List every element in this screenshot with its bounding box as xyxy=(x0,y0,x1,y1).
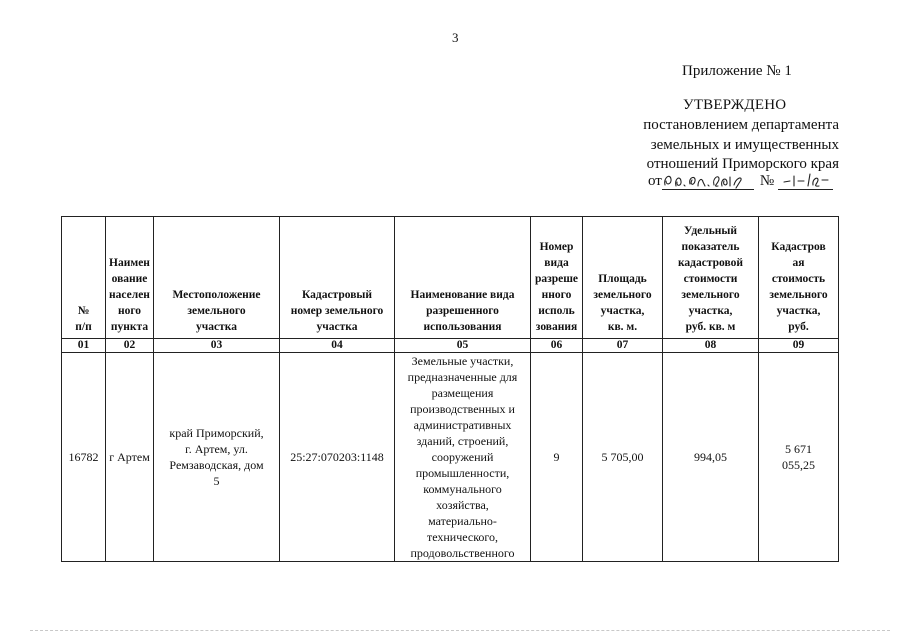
approval-line: земельных и имущественных xyxy=(650,137,839,153)
handwritten-date-field xyxy=(662,172,754,190)
handwritten-date-signature xyxy=(662,170,754,190)
row-settlement: г Артем xyxy=(106,353,154,562)
header-cadastral-value: Кадастров ая стоимость земельного участка, руб. xyxy=(759,217,839,339)
row-cadastral-value: 5 671 055,25 xyxy=(759,353,839,562)
date-number-line xyxy=(648,172,833,190)
handwritten-number-field xyxy=(778,172,833,190)
cadastral-value-table xyxy=(61,216,839,562)
column-code: 01 xyxy=(62,339,106,353)
row-cadastral-number: 25:27:070203:1148 xyxy=(280,353,395,562)
header-number: № п/п xyxy=(62,217,106,339)
row-number: 16782 xyxy=(62,353,106,562)
column-code-row xyxy=(62,339,839,353)
page-number: 3 xyxy=(452,30,459,45)
column-code: 09 xyxy=(759,339,839,353)
scan-artifact-strip xyxy=(30,630,890,633)
row-use-type: Земельные участки, предназначенные для размещения производственных и административных зданий, строений, сооружений промышленности, коммунального хозяйства, материально- технического, продовольственного xyxy=(395,353,531,562)
row-area: 5 705,00 xyxy=(583,353,663,562)
header-use-code: Номер вида разреше нного исполь зования xyxy=(531,217,583,339)
column-code: 04 xyxy=(280,339,395,353)
row-unit-value: 994,05 xyxy=(663,353,759,562)
header-area: Площадь земельного участка, кв. м. xyxy=(583,217,663,339)
approval-line: постановлением департамента xyxy=(643,117,839,133)
table-row xyxy=(62,353,839,562)
table-header-row xyxy=(62,217,839,339)
header-unit-value: Удельный показатель кадастровой стоимости земельного участка, руб. кв. м xyxy=(663,217,759,339)
header-settlement: Наимен ование населен ного пункта xyxy=(106,217,154,339)
column-code: 03 xyxy=(154,339,280,353)
column-code: 05 xyxy=(395,339,531,353)
handwritten-number-signature xyxy=(778,170,833,190)
number-sign: № xyxy=(759,173,775,189)
header-location: Местоположение земельного участка xyxy=(154,217,280,339)
row-use-code: 9 xyxy=(531,353,583,562)
row-location: край Приморский, г. Артем, ул. Ремзаводская, дом 5 xyxy=(154,353,280,562)
approval-line: отношений Приморского края xyxy=(646,156,839,172)
column-code: 06 xyxy=(531,339,583,353)
approved-heading: УТВЕРЖДЕНО xyxy=(683,97,787,113)
column-code: 08 xyxy=(663,339,759,353)
header-cadastral-number: Кадастровый номер земельного участка xyxy=(280,217,395,339)
column-code: 07 xyxy=(583,339,663,353)
date-prefix: от xyxy=(648,173,662,189)
header-use-type: Наименование вида разрешенного использования xyxy=(395,217,531,339)
appendix-title: Приложение № 1 xyxy=(682,63,792,79)
column-code: 02 xyxy=(106,339,154,353)
